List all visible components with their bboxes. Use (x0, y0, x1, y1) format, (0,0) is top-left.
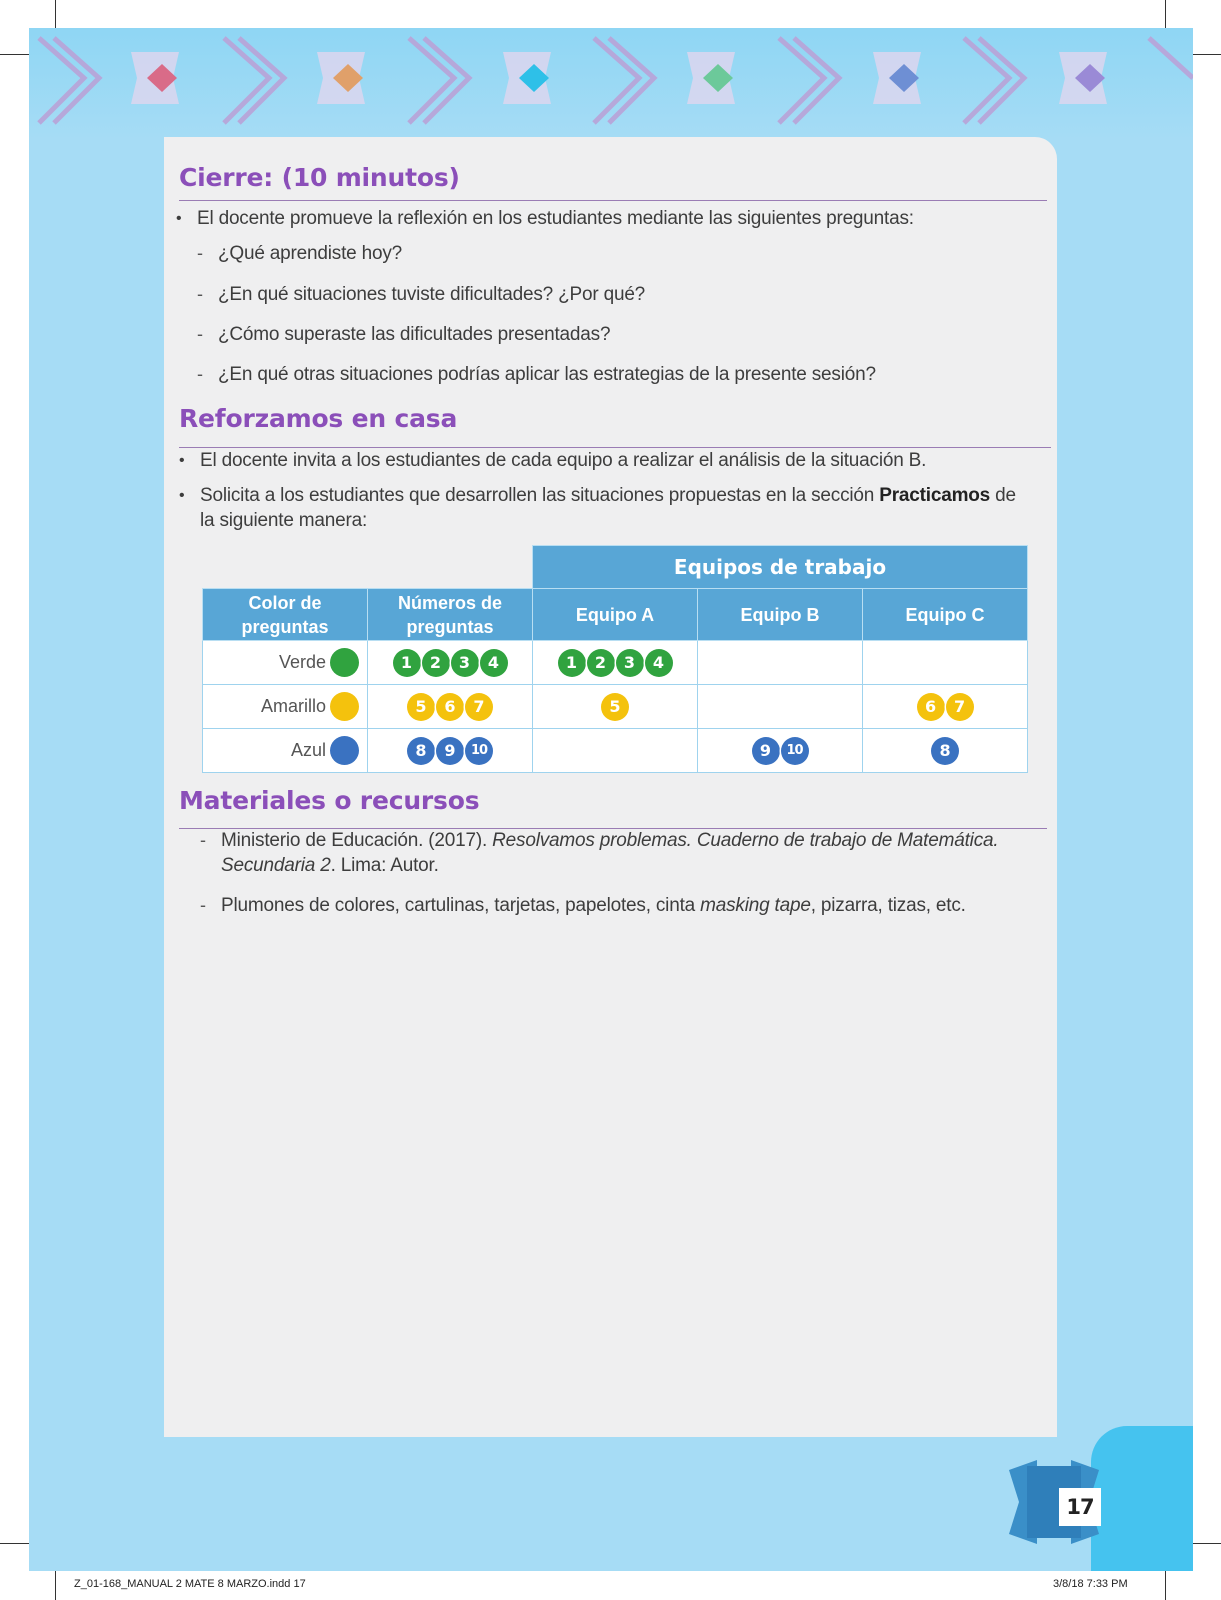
table-header-equipo-a: Equipo A (533, 589, 698, 641)
table-row (203, 729, 1028, 773)
text-segment: , pizarra, tizas, etc. (810, 895, 966, 916)
question-number-badge: 7 (946, 693, 974, 721)
section-title-reforzamos: Reforzamos en casa (179, 404, 458, 433)
text-segment-bold: Practicamos (879, 485, 991, 506)
cell-equipo-c (863, 641, 1028, 685)
color-cell (203, 729, 368, 773)
cell-equipo-b (698, 641, 863, 685)
table-row (203, 641, 1028, 685)
cell-equipo-a (533, 641, 698, 685)
question-number-badge: 10 (465, 737, 493, 765)
materiales-item-2 (221, 895, 966, 917)
dash-icon: - (200, 830, 206, 850)
materiales-item-1 (221, 830, 998, 852)
footer-date: 3/8/18 7:33 PM (1053, 1578, 1128, 1590)
table-group-header: Equipos de trabajo (533, 546, 1028, 589)
question-number-badge: 2 (422, 649, 450, 677)
decorative-banner (29, 28, 1193, 140)
question-number-badge: 5 (407, 693, 435, 721)
question-number-badge: 3 (616, 649, 644, 677)
question-number-badge: 6 (436, 693, 464, 721)
text-segment: . Lima: Autor. (330, 855, 439, 876)
crop-mark (55, 1571, 56, 1600)
color-dot-icon (330, 648, 359, 677)
dash-icon: - (200, 895, 206, 915)
question-number-badge: 2 (587, 649, 615, 677)
cell-equipo-b (698, 685, 863, 729)
section-divider (179, 828, 1047, 829)
text-segment-italic: masking tape (700, 895, 811, 916)
question-number-badge: 1 (558, 649, 586, 677)
question-number-badge: 8 (407, 737, 435, 765)
cell-equipo-a (533, 685, 698, 729)
crop-mark (0, 1543, 29, 1544)
cell-numbers (368, 685, 533, 729)
crop-mark (1193, 1543, 1221, 1544)
teams-table (202, 545, 1028, 773)
question-number-badge: 1 (393, 649, 421, 677)
corner-tab-decoration (1091, 1426, 1193, 1571)
cierre-intro: El docente promueve la reflexión en los estudiantes mediante las siguientes preguntas: (197, 208, 914, 229)
table-row (203, 685, 1028, 729)
cierre-question: ¿Qué aprendiste hoy? (218, 243, 403, 264)
text-segment-italic: Secundaria 2 (221, 855, 331, 876)
reforzamos-bullet-2 (200, 485, 1016, 507)
question-number-badge: 5 (601, 693, 629, 721)
content-panel (164, 137, 1057, 1437)
dash-icon: - (197, 324, 203, 344)
text-segment-italic: Resolvamos problemas. Cuaderno de trabajo de Matemática. (492, 830, 999, 851)
table-header-row (203, 589, 1028, 641)
question-number-badge: 10 (781, 737, 809, 765)
section-divider (179, 447, 1051, 448)
cierre-question: ¿Cómo superaste las dificultades presentadas? (218, 324, 611, 345)
text-segment: Ministerio de Educación. (2017). (221, 830, 493, 851)
cell-equipo-c (863, 729, 1028, 773)
question-number-badge: 9 (752, 737, 780, 765)
reforzamos-bullet-2-line-2: la siguiente manera: (200, 510, 368, 531)
page-number: 17 (1059, 1488, 1101, 1526)
footer-file-info: Z_01-168_MANUAL 2 MATE 8 MARZO.indd 17 (74, 1578, 306, 1590)
table-header-numbers: Números de preguntas (368, 589, 533, 641)
bullet-icon: • (176, 210, 182, 227)
reforzamos-bullet-1: El docente invita a los estudiantes de cada equipo a realizar el análisis de la situación B. (200, 450, 927, 471)
table-group-header-row (203, 546, 1028, 589)
table-header-color: Color de preguntas (203, 589, 368, 641)
crop-mark (0, 54, 29, 55)
table-empty-corner (203, 546, 533, 589)
cell-equipo-b (698, 729, 863, 773)
section-title-cierre: Cierre: (10 minutos) (179, 163, 460, 192)
color-cell (203, 685, 368, 729)
crop-mark (1165, 1571, 1166, 1600)
color-label: Amarillo (260, 696, 326, 716)
section-divider (179, 200, 1047, 201)
text-segment: Plumones de colores, cartulinas, tarjetas, papelotes, cinta (221, 895, 701, 916)
question-number-badge: 8 (931, 737, 959, 765)
question-number-badge: 7 (465, 693, 493, 721)
dash-icon: - (197, 284, 203, 304)
question-number-badge: 6 (917, 693, 945, 721)
table-body (203, 641, 1028, 773)
question-number-badge: 3 (451, 649, 479, 677)
color-label: Verde (278, 652, 326, 672)
bullet-icon: • (179, 452, 185, 469)
cierre-question: ¿En qué situaciones tuviste dificultades? ¿Por qué? (218, 284, 646, 305)
question-number-badge: 4 (645, 649, 673, 677)
cell-numbers (368, 729, 533, 773)
question-number-badge: 4 (480, 649, 508, 677)
cell-numbers (368, 641, 533, 685)
section-title-materiales: Materiales o recursos (179, 786, 480, 815)
color-dot-icon (330, 736, 359, 765)
cell-equipo-c (863, 685, 1028, 729)
cierre-question: ¿En qué otras situaciones podrías aplicar las estrategias de la presente sesión? (218, 364, 876, 385)
dash-icon: - (197, 364, 203, 384)
color-label: Azul (290, 740, 326, 760)
bullet-icon: • (179, 487, 185, 504)
crop-mark (1193, 54, 1221, 55)
table-header-equipo-b: Equipo B (698, 589, 863, 641)
color-dot-icon (330, 692, 359, 721)
dash-icon: - (197, 243, 203, 263)
text-segment: de (990, 485, 1016, 506)
question-number-badge: 9 (436, 737, 464, 765)
crop-mark (55, 0, 56, 29)
cell-equipo-a (533, 729, 698, 773)
materiales-item-1-line-2 (221, 855, 439, 877)
crop-mark (1165, 0, 1166, 29)
table-header-equipo-c: Equipo C (863, 589, 1028, 641)
text-segment: Solicita a los estudiantes que desarrollen las situaciones propuestas en la sección (200, 485, 880, 506)
color-cell (203, 641, 368, 685)
